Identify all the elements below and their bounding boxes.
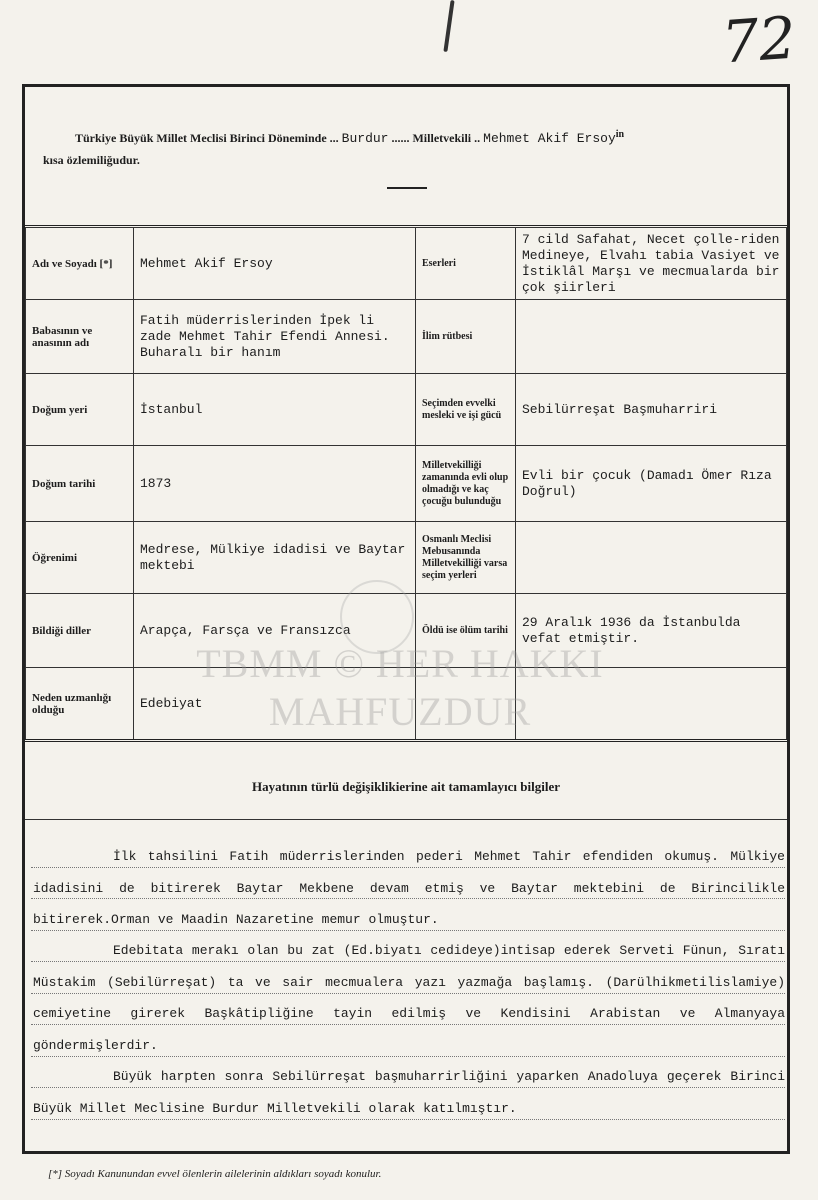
value-languages: Arapça, Farsça ve Fransızca [134, 594, 416, 668]
label-languages: Bildiği diller [26, 594, 134, 668]
label-name: Adı ve Soyadı [*] [26, 228, 134, 300]
label-death-date: Öldü ise ölüm tarihi [416, 594, 516, 668]
value-death-date: 29 Aralık 1936 da İstanbulda vefat etmiştir. [516, 594, 787, 668]
label-education: Öğrenimi [26, 522, 134, 594]
label-expertise: Neden uzmanlığı olduğu [26, 668, 134, 740]
value-birthplace: İstanbul [134, 374, 416, 446]
footnote: [*] Soyadı Kanunundan evvel ölenlerin ailelerinin aldıkları soyadı konulur. [48, 1168, 382, 1180]
value-birthdate: 1873 [134, 446, 416, 522]
section-divider [25, 739, 787, 742]
pen-mark [443, 0, 454, 52]
header-line [75, 129, 624, 146]
header-province: Burdur [341, 131, 389, 146]
label-birthplace: Doğum yeri [26, 374, 134, 446]
header-suffix: in [615, 129, 625, 140]
value-works: 7 cild Safahat, Necet çolle-riden Medineye, Elvahı tabia Vasiyet ve İstiklâl Marşı ve mecmualarda bir çok şiirleri [516, 228, 787, 300]
header-deputy-name: Mehmet Akif Ersoy [483, 131, 616, 146]
table-row [26, 522, 787, 594]
paragraph-1: İlk tahsilini Fatih müderrislerinden pederi Mehmet Tahir efendiden okumuş. Mülkiye idadisini de bitirerek Baytar Mekbene devam etmiş ve Baytar mektebini de Birincilikle bitirerek.Orman ve Maadin Nazaretine memur olmuştur. [33, 849, 785, 927]
value-expertise: Edebiyat [134, 668, 416, 740]
label-prior-profession: Seçimden evvelki mesleki ve işi gücü [416, 374, 516, 446]
value-prior-profession: Sebilürreşat Başmuharriri [516, 374, 787, 446]
header-separator [387, 187, 427, 189]
watermark [120, 640, 680, 736]
label-birthdate: Doğum tarihi [26, 446, 134, 522]
label-ottoman-seat: Osmanlı Meclisi Mebusanında Milletvekilliği varsa seçim yerleri [416, 522, 516, 594]
value-marital-status: Evli bir çocuk (Damadı Ömer Rıza Doğrul) [516, 446, 787, 522]
form-header [25, 87, 787, 228]
paragraph-2: Edebitata merakı olan bu zat (Ed.biyatı cedideye)intisap ederek Serveti Fünun, Sıratı Müstakim (Sebilürreşat) ta ve sair mecmualera yazı yazmağa başlamış. (Darülhikmetilislamiye) cemiyetine girerek Başkâtipliğine tayin edilmiş ve Kendisini Arabistan ve Almanyaya göndermişlerdir. [33, 943, 785, 1053]
table-row [26, 446, 787, 522]
watermark-line-1: TBMM © HER HAKKI [196, 641, 604, 686]
section-title: Hayatının türlü değişiklikierine ait tamamlayıcı bilgiler [251, 779, 561, 794]
table-row [26, 228, 787, 300]
value-academic-rank [516, 300, 787, 374]
value-parents: Fatih müderrislerinden İpek li zade Mehmet Tahir Efendi Annesi. Buharalı bir hanım [134, 300, 416, 374]
label-marital-status: Milletvekilliği zamanında evli olup olmadığı ve kaç çocuğu bulunduğu [416, 446, 516, 522]
value-education: Medrese, Mülkiye idadisi ve Baytar mektebi [134, 522, 416, 594]
header-prefix: Türkiye Büyük Millet Meclisi Birinci Döneminde ... [75, 131, 339, 145]
header-line-2: kısa özlemiliğudur. [43, 153, 140, 167]
section-body-border [25, 819, 787, 820]
page-number: 72 [719, 3, 799, 77]
label-academic-rank: İlim rütbesi [416, 300, 516, 374]
table-row [26, 374, 787, 446]
header-mid: ...... Milletvekili .. [391, 131, 481, 145]
value-name: Mehmet Akif Ersoy [134, 228, 416, 300]
label-works: Eserleri [416, 228, 516, 300]
table-row [26, 300, 787, 374]
watermark-line-2: MAHFUZDUR [268, 689, 532, 734]
paragraph-3: Büyük harpten sonra Sebilürreşat başmuharrirliğini yaparken Anadoluya geçerek Birinci Büyük Millet Meclisine Burdur Milletvekili olarak katılmıştır. [33, 1069, 785, 1116]
value-ottoman-seat [516, 522, 787, 594]
label-parents: Babasının ve anasının adı [26, 300, 134, 374]
